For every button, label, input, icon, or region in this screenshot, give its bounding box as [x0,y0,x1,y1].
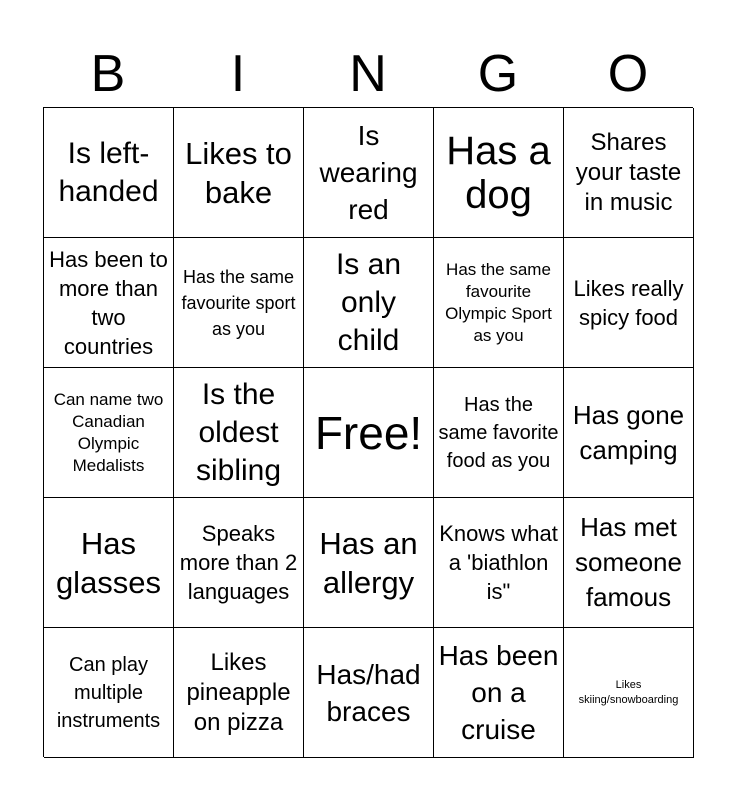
cell-text: Shares your taste in music [575,128,682,216]
bingo-cell[interactable] [44,108,174,238]
cell-text: Is left-handed [58,136,159,208]
bingo-cell[interactable] [434,368,564,498]
header-letter-i: I [230,45,246,103]
cell-text: Has glasses [55,525,162,600]
cell-text: Likes pineapple on pizza [186,648,291,736]
bingo-cell[interactable] [174,108,304,238]
bingo-header [43,40,693,108]
bingo-cell[interactable] [44,368,174,498]
bingo-cell[interactable] [564,108,694,238]
cell-text: Has gone camping [572,399,685,465]
free-space[interactable] [304,368,434,498]
free-text: Free! [314,406,423,459]
cell-text: Can name two Canadian Olympic Medalists [53,389,164,475]
bingo-cell[interactable] [44,498,174,628]
cell-text: Has been on a cruise [438,640,559,745]
cell-text: Has been to more than two countries [49,246,168,359]
cell-text: Likes to bake [185,135,292,210]
header-letter-b: B [90,45,126,103]
bingo-cell[interactable] [304,108,434,238]
cell-text: Has a dog [446,128,551,217]
bingo-cell[interactable] [304,628,434,758]
bingo-cell[interactable] [44,628,174,758]
cell-text: Is the oldest sibling [195,377,282,487]
header-letter-n: N [349,45,387,103]
bingo-cell[interactable] [434,238,564,368]
cell-text: Speaks more than 2 languages [179,521,298,604]
bingo-grid [43,107,693,757]
bingo-cell[interactable] [174,498,304,628]
bingo-cell[interactable] [564,238,694,368]
cell-text: Has an allergy [319,525,418,600]
cell-text: Has the same favourite Olympic Sport as you [445,259,552,345]
bingo-cell[interactable] [304,238,434,368]
bingo-cell[interactable] [174,628,304,758]
bingo-cell[interactable] [174,238,304,368]
cell-text: Knows what a 'biathlon is" [439,521,558,604]
header-letter-o: O [607,45,649,103]
bingo-cell[interactable] [304,498,434,628]
bingo-cell[interactable] [44,238,174,368]
cell-text: Can play multiple instruments [56,653,161,732]
bingo-cell[interactable] [564,628,694,758]
cell-text: Is wearing red [319,120,418,225]
cell-text: Likes skiing/snowboarding [578,678,679,706]
bingo-cell[interactable] [564,368,694,498]
cell-text: Is an only child [335,247,402,357]
cell-text: Has the same favourite sport as you [181,266,296,339]
bingo-cell[interactable] [434,498,564,628]
cell-text: Likes really spicy food [573,275,684,330]
cell-text: Has/had braces [316,658,421,727]
bingo-cell[interactable] [174,368,304,498]
cell-text: Has the same favorite food as you [438,393,559,472]
bingo-cell[interactable] [434,108,564,238]
bingo-cell[interactable] [564,498,694,628]
cell-text: Has met someone famous [575,512,682,612]
header-letter-g: G [477,45,519,103]
bingo-cell[interactable] [434,628,564,758]
